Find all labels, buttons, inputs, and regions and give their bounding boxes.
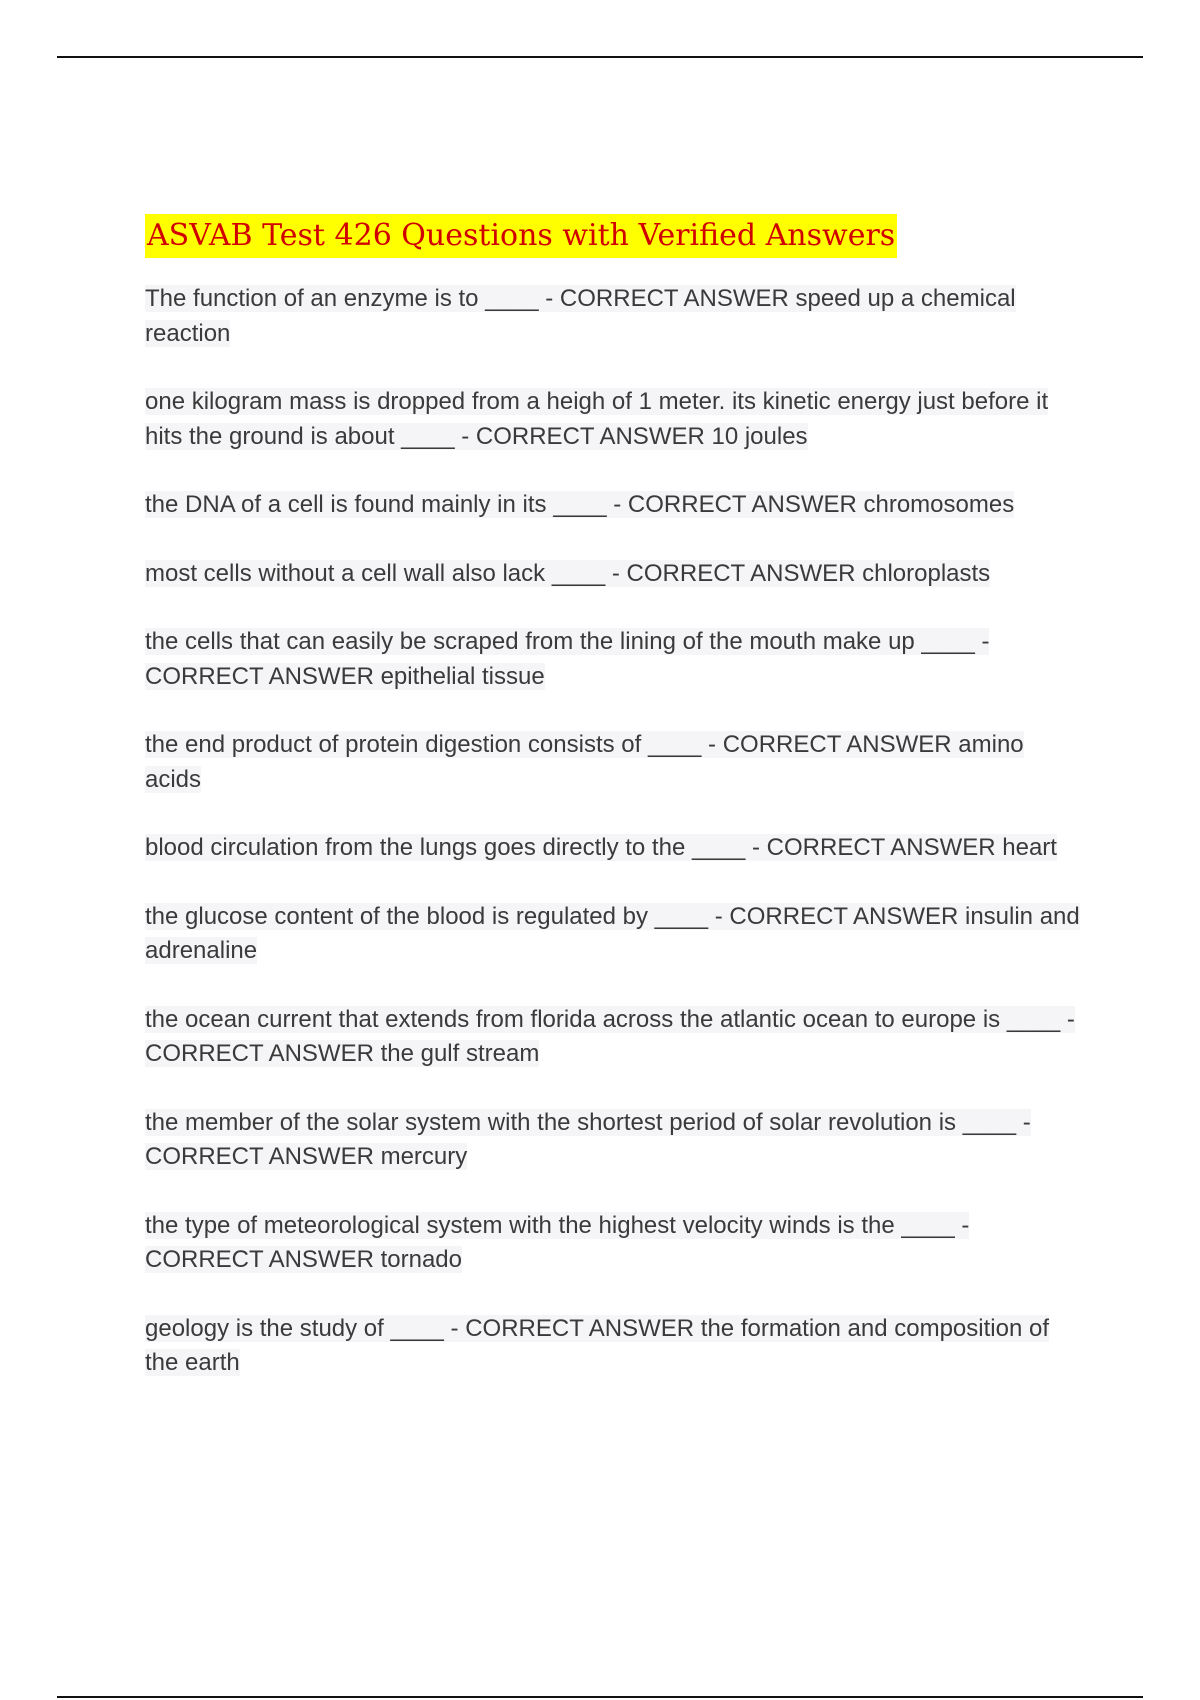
qa-text: the ocean current that extends from florida across the atlantic ocean to europe is ____ - CORRECT ANSWER the gulf stream xyxy=(145,1005,1075,1067)
header-rule xyxy=(57,56,1143,58)
qa-text: the DNA of a cell is found mainly in its ____ - CORRECT ANSWER chromosomes xyxy=(145,491,1015,518)
qa-item xyxy=(145,900,1085,969)
qa-item xyxy=(145,1106,1085,1175)
qa-text: most cells without a cell wall also lack ____ - CORRECT ANSWER chloroplasts xyxy=(145,559,991,587)
qa-text: The function of an enzyme is to ____ - CORRECT ANSWER speed up a chemical reaction xyxy=(145,285,1016,347)
qa-item xyxy=(145,1209,1085,1278)
qa-item xyxy=(145,385,1085,454)
footer-rule xyxy=(57,1696,1143,1698)
qa-item xyxy=(145,831,1085,866)
qa-text: the glucose content of the blood is regulated by ____ - CORRECT ANSWER insulin and adrenaline xyxy=(145,902,1080,964)
qa-item xyxy=(145,1312,1085,1381)
qa-item xyxy=(145,728,1085,797)
qa-item xyxy=(145,557,1085,592)
qa-item xyxy=(145,1003,1085,1072)
qa-text: the cells that can easily be scraped from the lining of the mouth make up ____ - CORRECT ANSWER epithelial tissue xyxy=(145,628,990,690)
qa-text: the type of meteorological system with the highest velocity winds is the ____ - CORRECT ANSWER tornado xyxy=(145,1211,970,1273)
qa-text: the member of the solar system with the shortest period of solar revolution is ____ - CORRECT ANSWER mercury xyxy=(145,1108,1031,1170)
qa-text: the end product of protein digestion consists of ____ - CORRECT ANSWER amino acids xyxy=(145,731,1024,793)
qa-item xyxy=(145,282,1085,351)
document-title: ASVAB Test 426 Questions with Verified Answers xyxy=(145,214,897,258)
qa-text: blood circulation from the lungs goes directly to the ____ - CORRECT ANSWER heart xyxy=(145,834,1057,861)
document-body xyxy=(145,214,1085,1415)
qa-item xyxy=(145,488,1085,523)
qa-item xyxy=(145,625,1085,694)
qa-list xyxy=(145,282,1085,1381)
qa-text: geology is the study of ____ - CORRECT ANSWER the formation and composition of the earth xyxy=(145,1314,1049,1376)
qa-text: one kilogram mass is dropped from a heigh of 1 meter. its kinetic energy just before it hits the ground is about ____ - CORRECT ANSWER 10 joules xyxy=(145,388,1049,450)
